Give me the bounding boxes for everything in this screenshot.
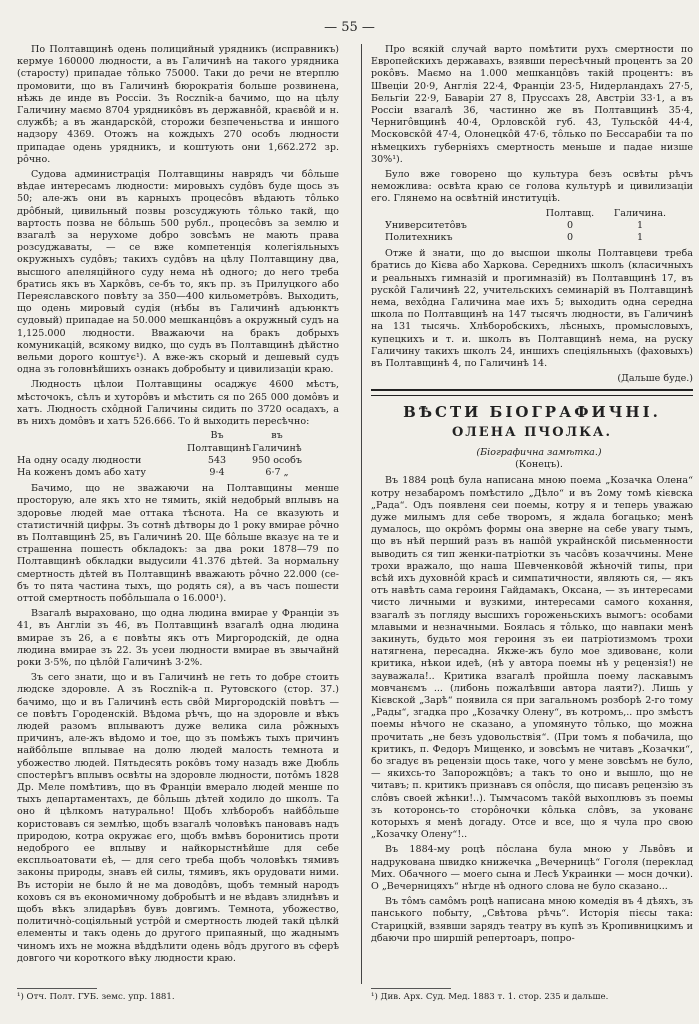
table-cell: 6·7 „: [265, 466, 289, 478]
table-row: [17, 467, 339, 479]
paragraph: Було вже говорено що культура безъ освѣты рѣчъ неможлива: освѣта краю се голова культурѣ и цивилизаціи его. Глянемо на освѣтній институціѣ.: [371, 169, 693, 205]
table-row: [17, 455, 339, 467]
table-row: [371, 232, 693, 244]
table-cell: 543: [207, 454, 227, 466]
comparison-table: [17, 430, 339, 479]
paragraph: Въ 1884-му роцѣ пôслана була мною у Львôвъ и надрукована швидко книжечка „Вечерницѣ“ Гоголя (переклад Мих. Обачного — моего сына и Лесѣ Украинки — мосн дочки). О „Вечерницяхъ“ нѣгде нѣ одного слова не було сказано...: [371, 844, 693, 892]
table-header-row: [17, 430, 339, 454]
table-cell: 9·4: [209, 466, 225, 478]
table-cell: 950 особъ: [252, 454, 302, 466]
paragraph: Отже й знати, що до высшои школы Полтавцеви треба братись до Кієва або Харкова. Середнихъ школъ (класичныхъ и реальныхъ гимназій и прогимназій) въ Полтавщинѣ 17, въ рускôй Галичинѣ 22, учительскихъ семинарій въ Полтавщинѣ нема, вехôдна Галичина мае ихъ 5; выходить одна середна школа по Полтавщинѣ на 147 тысячъ людности, въ Галичинѣ на 131 тысячь. Хлѣборобскихъ, лѣсныхъ, промысловыхъ, купецкихъ и т. и. школъ въ Полтавщинѣ нема, на руску Галичину такихъ школъ 24, иншихъ спеціяльныхъ (фаховыхъ) въ Полтавщинѣ 4, по Галичинѣ 14.: [371, 248, 693, 370]
paragraph: Бачимо, що не зважаючи на Полтавщины менше просторую, але якъ хто не тямить, якій недобрый вплывъ на здоровье людей мае оттака тѣснота. На се вказують и статистичній цифры. Зъ сотнѣ дѣтворы до 1 року вмирае рôчно въ Полтавщинѣ 25, въ Галичинѣ 20. Ще бôльше вказує на те и страшенна пошесть обкладокъ: за два роки 1878—79 по Полтавщинѣ обкладки выдусили 41.376 дѣтей. За нормальну смертность дѣтей въ Полтавщинѣ вважають рôчно 22.000 (се-бъ то пята частина тыхъ, що родять ся), а въ часъ пошести оттой смертность побôльшала о 16.000¹).: [17, 483, 339, 604]
paragraph: Судова администрація Полтавщины наврядъ чи бôльше вѣдае интересамъ людности: мировыхъ судôвъ буде щось зъ 50; але-жъ они въ карныхъ процесôвъ вѣдають тôлько дрôбный, цивильный позвы розсуджують тôлько такй, що вартость позва не бôльшь 500 рубл., процесôвъ за землю и взагалѣ за нерухоме добро зовсѣмъ не мають права розсуджаваты, — се вже компетенція колегіяльныхъ окружныхъ судôвъ; такихъ судôвъ на цѣлу Полтавщину два, высшого апеляційного суду нема нѣ одного; до него треба братись якъ въ Харкôвъ, се-бъ то, якъ пр. зъ Прилуцкого або Переяславского повѣту за 350—400 кильометрôвъ. Выходить, що одень мировый судія (нѣбы въ Галичинѣ адъюнктъ судовый) припадае на 50.000 мешканцôвъ а окружный судъ на 1,125.000 людности. Вважаючи на бракъ добрыхъ комуникацій, всякому видко, що судъ въ Полтавщинѣ дѣйстно вельми дорого коштує¹). А вже-жъ скорый и дешевый судъ одна зъ головнѣйшихъ ознакъ добробыту и цивилизаціи краю.: [17, 169, 339, 376]
table-cell: На коженъ домъ або хату: [17, 466, 147, 478]
paragraph: Взагалѣ выраховано, що одна людина вмирае у Франціи зъ 41, въ Англіи зъ 46, въ Полтавщинѣ взагалѣ одна людина вмирае зъ 26, а є повѣты якъ отъ Миргородскій, де одна людина вмирае зъ 22. Зъ усеи людности вмирае въ звычайнй роки 3·5%, по цѣлôй Галичинѣ 3·2%.: [17, 608, 339, 668]
education-table: [371, 208, 693, 245]
paragraph: По Полтавщинѣ одень полицийный урядникъ (исправникъ) кермуе 160000 людности, а въ Галичинѣ на такого урядника (старосту) припадае тôлько 75000. Таки до речи не втерплю промовити, що въ Галичинѣ бюрократія больше розвинена, нѣжь де инде въ Россіи. Зъ Rocznik-а бачимо, що на цѣлу Галичину маємо 8704 урядникôвъ въ державнôй, краєвôй и н. службѣ; а въ жандарскôй, сторожи безпеченьства и иншого надзору 4369. Отожъ на кождыхъ 270 особъ людности припадае одень урядникъ, и коштують они 1,662.272 зр. рôчно.: [17, 44, 339, 165]
table-cell: 1: [636, 232, 644, 244]
table-cell: Университетôвъ: [385, 219, 467, 231]
footnote-right: [371, 988, 693, 1003]
table-cell: На одну осаду людности: [17, 454, 142, 466]
left-column: [17, 44, 339, 965]
footnote-rule: [371, 988, 451, 989]
table-cell: 1: [636, 219, 644, 231]
footnote-text: ¹) Отч. Полт. ГУБ. земс. упр. 1881.: [17, 992, 175, 1002]
paragraph: Зъ сего знати, що и въ Галичинѣ не геть то добре стоить людске здоровле. А зъ Rocznik-а п. Рутовского (стор. 37.) бачимо, що и въ Галичинѣ есть свôй Миргородскій повѣтъ — се повѣтъ Городенскій. Вѣдома рѣчъ, що на здоровле и вѣкъ людей разомъ вплываютъ дуже велика сила рôжныхъ причинъ, але-жъ вѣдомо и тое, що зъ помѣжъ тыхъ причинъ найбôльше вплывае на долю людей малость темнота и убожество людей. Пятьдесять рокôвъ тому назадъ вже Дюбль спостерѣгъ вплывъ освѣты на здоровле людности, потôмъ 1828 Др. Меле помѣтивъ, що въ Франціи вмерало людей менше по тыхъ департаментахъ, де бôльшь дѣтей ходило до школъ. Та оно й цѣлкомъ натурально! Щобъ хлѣборобъ найбôльше користовавъ ся землѣю, щобъ взагалѣ чоловѣкъ пановавъ надъ природою, котра окружає его, щобъ вмѣвъ боронитись проти недоброго ее вплыву и найкорыстнѣйше для себе експльоатовати еѣ, — для сего треба щобъ чоловѣкъ тямивъ законы природы, знавъ ей силы, тямивъ, якъ орудовати ними. Въ исторіи не было й не ма доводôвъ, щобъ темный народъ коховъ ся въ економичному добробытѣ и не вѣдавъ злиднѣвъ и щобъ вѣкъ злидарѣвъ бувъ довгимъ. Темнота, убожество, политичнò-соціяльный устрôй и смертность людей такй цѣлкй елементы и такъ одень до другого припаяный, що жаднымъ чиномъ ихъ не можна вѣддѣлити одень вôдъ другого въ сферѣ довгого чи короткого вѣку людности краю.: [17, 672, 339, 964]
table-row: [371, 220, 693, 232]
table-header-cell: въ Галичинѣ: [252, 430, 302, 454]
article-part: (Конецъ).: [515, 459, 563, 471]
footnote-rule: [17, 988, 97, 989]
column-divider: [361, 44, 362, 984]
table-cell: Политехникъ: [385, 232, 453, 244]
paragraph: Про всякій случай варто помѣтити рухъ смертности по Европейскихъ державахъ, взявши пересѣчный процентъ за 20 рокôвъ. Маємо на 1.000 мешканцôвъ такій процентъ: въ Швеціи 20·9, Англія 22·4, Франціи 23·5, Нидерландахъ 27·5, Бельгіи 22·9, Баваріи 27 8, Пруссахъ 28, Австріи 33·1, а въ Россіи взагалѣ 36, частинно же въ Полтавщинѣ 35·4, Чернигôвщинѣ 40·4, Орловскôй губ. 43, Тульскôй 44·4, Московскôй 47·4, Олонецкôй 47·6, тôлько по Бессарабіи та по нѣмецкихъ губерніяхъ смертность меньше и падае низше 30%¹).: [371, 44, 693, 165]
paragraph: Въ 1884 роцѣ була написана мною поема „Козачка Олена“ котру незабаромъ помѣстило „Дѣло“ и въ 2ому томѣ кієвска „Рада“. Одъ появленя сеи поемы, котру я и теперь уважаю дуже милымъ для себе творомъ, я ждала богацько; менѣ думалось, що окрôмъ формы она зверне на себе увагу тымъ, що въ нѣй перший разъ въ нашôй украйнскôй письменности выводить ся тип женки-патріотки зъ часôвъ козаччины. Мене трохи вражало, що наша Шевченковôй жѣночій типы, при всѣй ихъ духовнôй красѣ и симпатичности, являють ся, — якъ отъ навѣть сама героиня Гайдамакъ, Оксана, — зъ интересами чисто личными и вузкими, интересами самого кохання, взагалѣ зъ погляду высшихъ гороженьскихъ вымогъ: особами млавыми и незначными. Боялась я тôлько, що навпаки менѣ закинуть, будьто моя героиня зъ еи патріотизмомъ трохи натягнена, пересадна. Якже-жъ було мое здивованє, коли критика, нѣкои идеѣ, (нѣ у автора поемы нѣ у рецензія!) не зауважала!.. Критика взагалѣ пройшла поему ласкавымъ мовчанємъ ... (либонь пожалѣвши автора лаяти?). Лишь у Кієвской „Зарѣ“ появила ся при загальномъ розборѣ 2-го тому „Рады“, згадка про „Козачку Олену“, въ котромъ,.. про змѣстъ поемы нѣчого не сказано, а упомянуто тôлько, що можна прочитать „не безъ удовольствія“. (При томъ я побачила, що критикъ, п. Федоръ Мищенко, и зовсѣмъ не читавъ „Козачки“, бо згадує въ рецензіи щось таке, чого у мене зовсѣмъ не було, — якихсь-то Запорожцôвъ; а такъ то оно и вышло, що не читавъ; п. критикъ признавъ ся опôсля, що писавъ рецензію зъ слôвъ своей жѣнки!..). Тымчасомъ такôй выхоплювъ зъ поемы зъ которонсь-то сторôночки кôлька слôвъ, за укованє которыхъ я менѣ догаду. Отсе и все, що я чула про свою „Козачку Олену“!..: [371, 475, 693, 841]
table-header-cell: [371, 208, 535, 220]
table-cell: 0: [566, 219, 574, 231]
paragraph: Въ тôмъ самôмъ роцѣ написана мною комедія въ 4 дѣяхъ, зъ панського побыту, „Свѣтова рѣчь“. Исторія пієсы така: Старицкій, взявши зарядъ театру въ купѣ зъ Кропивницкимъ и дбаючи про ширшій репертоаръ, попро-: [371, 896, 693, 944]
footnote-left: [17, 988, 339, 1003]
article-subtitle: (Біографична замѣтка.): [476, 446, 602, 458]
to-be-continued: (Дальше буде.): [617, 373, 693, 385]
table-header-cell: Въ Полтавщинѣ: [187, 430, 251, 454]
table-header-cell: Полтавщ.: [545, 207, 595, 219]
table-header-cell: Галичина.: [613, 207, 667, 219]
table-header-row: [371, 208, 693, 220]
page-number: — 55 —: [324, 20, 375, 35]
table-header-cell: [17, 430, 187, 454]
section-title: ВѢСТИ БІОГРАФИЧНІ.: [403, 403, 661, 422]
article-title: ОЛЕНА ПЧОЛКА.: [451, 424, 613, 440]
footnote-text: ¹) Див. Арх. Суд. Мед. 1883 т. 1. стор. 235 и дальше.: [371, 992, 609, 1002]
table-cell: 0: [566, 232, 574, 244]
section-divider: [371, 389, 693, 396]
paragraph: Людность цѣлои Полтавщины осаджує 4600 мѣстъ, мѣсточокъ, сѣлъ и хуторôвъ и мѣстить ся по 265 000 домôвъ и хатъ. Людность схôдной Галичины сидить по 3720 осадахъ, а въ нихъ домôвъ и хатъ 526.666. То й выходить пересѣчно:: [17, 379, 339, 428]
right-column: [371, 44, 693, 945]
